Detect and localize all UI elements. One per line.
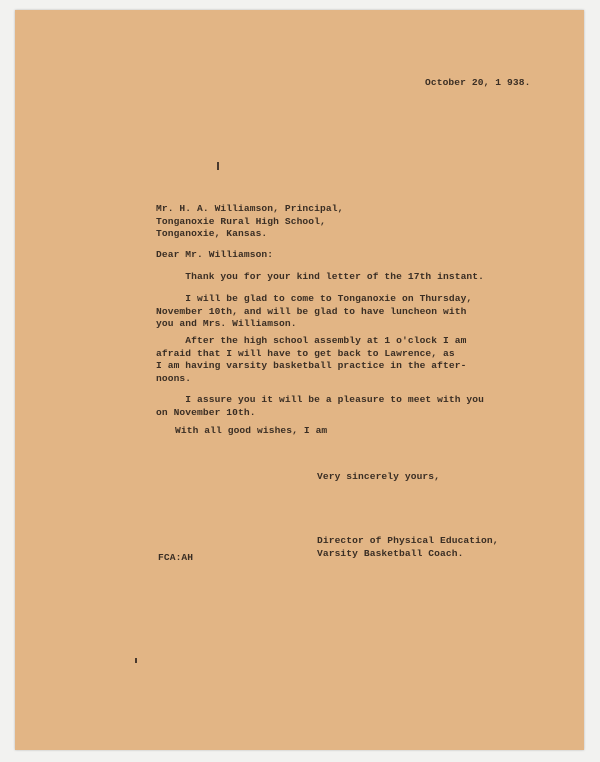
address-line: Tonganoxie Rural High School, <box>156 215 326 227</box>
stray-mark <box>217 162 219 170</box>
paragraph-line: you and Mrs. Williamson. <box>156 318 297 330</box>
paragraph-1: Thank you for your kind letter of the 17th instant. <box>156 271 485 282</box>
closing-line: With all good wishes, I am <box>175 425 328 436</box>
paragraph-2 <box>156 293 472 331</box>
letter-page <box>15 10 584 750</box>
stray-mark <box>135 658 137 663</box>
paragraph-line: I am having varsity basketball practice in the after- <box>156 360 467 372</box>
inside-address <box>156 203 343 241</box>
reference-initials: FCA:AH <box>158 552 194 563</box>
paragraph-line: on November 10th. <box>156 406 256 418</box>
paragraph-line: November 10th, and will be glad to have luncheon with <box>156 305 467 317</box>
signature-title-line: Director of Physical Education, <box>317 535 499 546</box>
paragraph-3 <box>156 335 466 385</box>
signature-title <box>317 535 499 560</box>
paragraph-line: noons. <box>156 372 192 384</box>
letter-date: October 20, 1 938. <box>425 77 531 88</box>
paragraph-line: After the high school assembly at 1 o'clock I am <box>156 335 467 346</box>
paragraph-4 <box>156 394 484 419</box>
address-line: Tonganoxie, Kansas. <box>156 228 268 240</box>
salutation: Dear Mr. Williamson: <box>156 249 274 260</box>
complimentary-close: Very sincerely yours, <box>317 471 441 482</box>
paragraph-line: I assure you it will be a pleasure to meet with you <box>156 394 485 405</box>
signature-title-line: Varsity Basketball Coach. <box>317 547 464 559</box>
paragraph-line: I will be glad to come to Tonganoxie on Thursday, <box>156 293 473 304</box>
address-line: Mr. H. A. Williamson, Principal, <box>156 203 344 214</box>
paragraph-line: afraid that I will have to get back to Lawrence, as <box>156 347 455 359</box>
